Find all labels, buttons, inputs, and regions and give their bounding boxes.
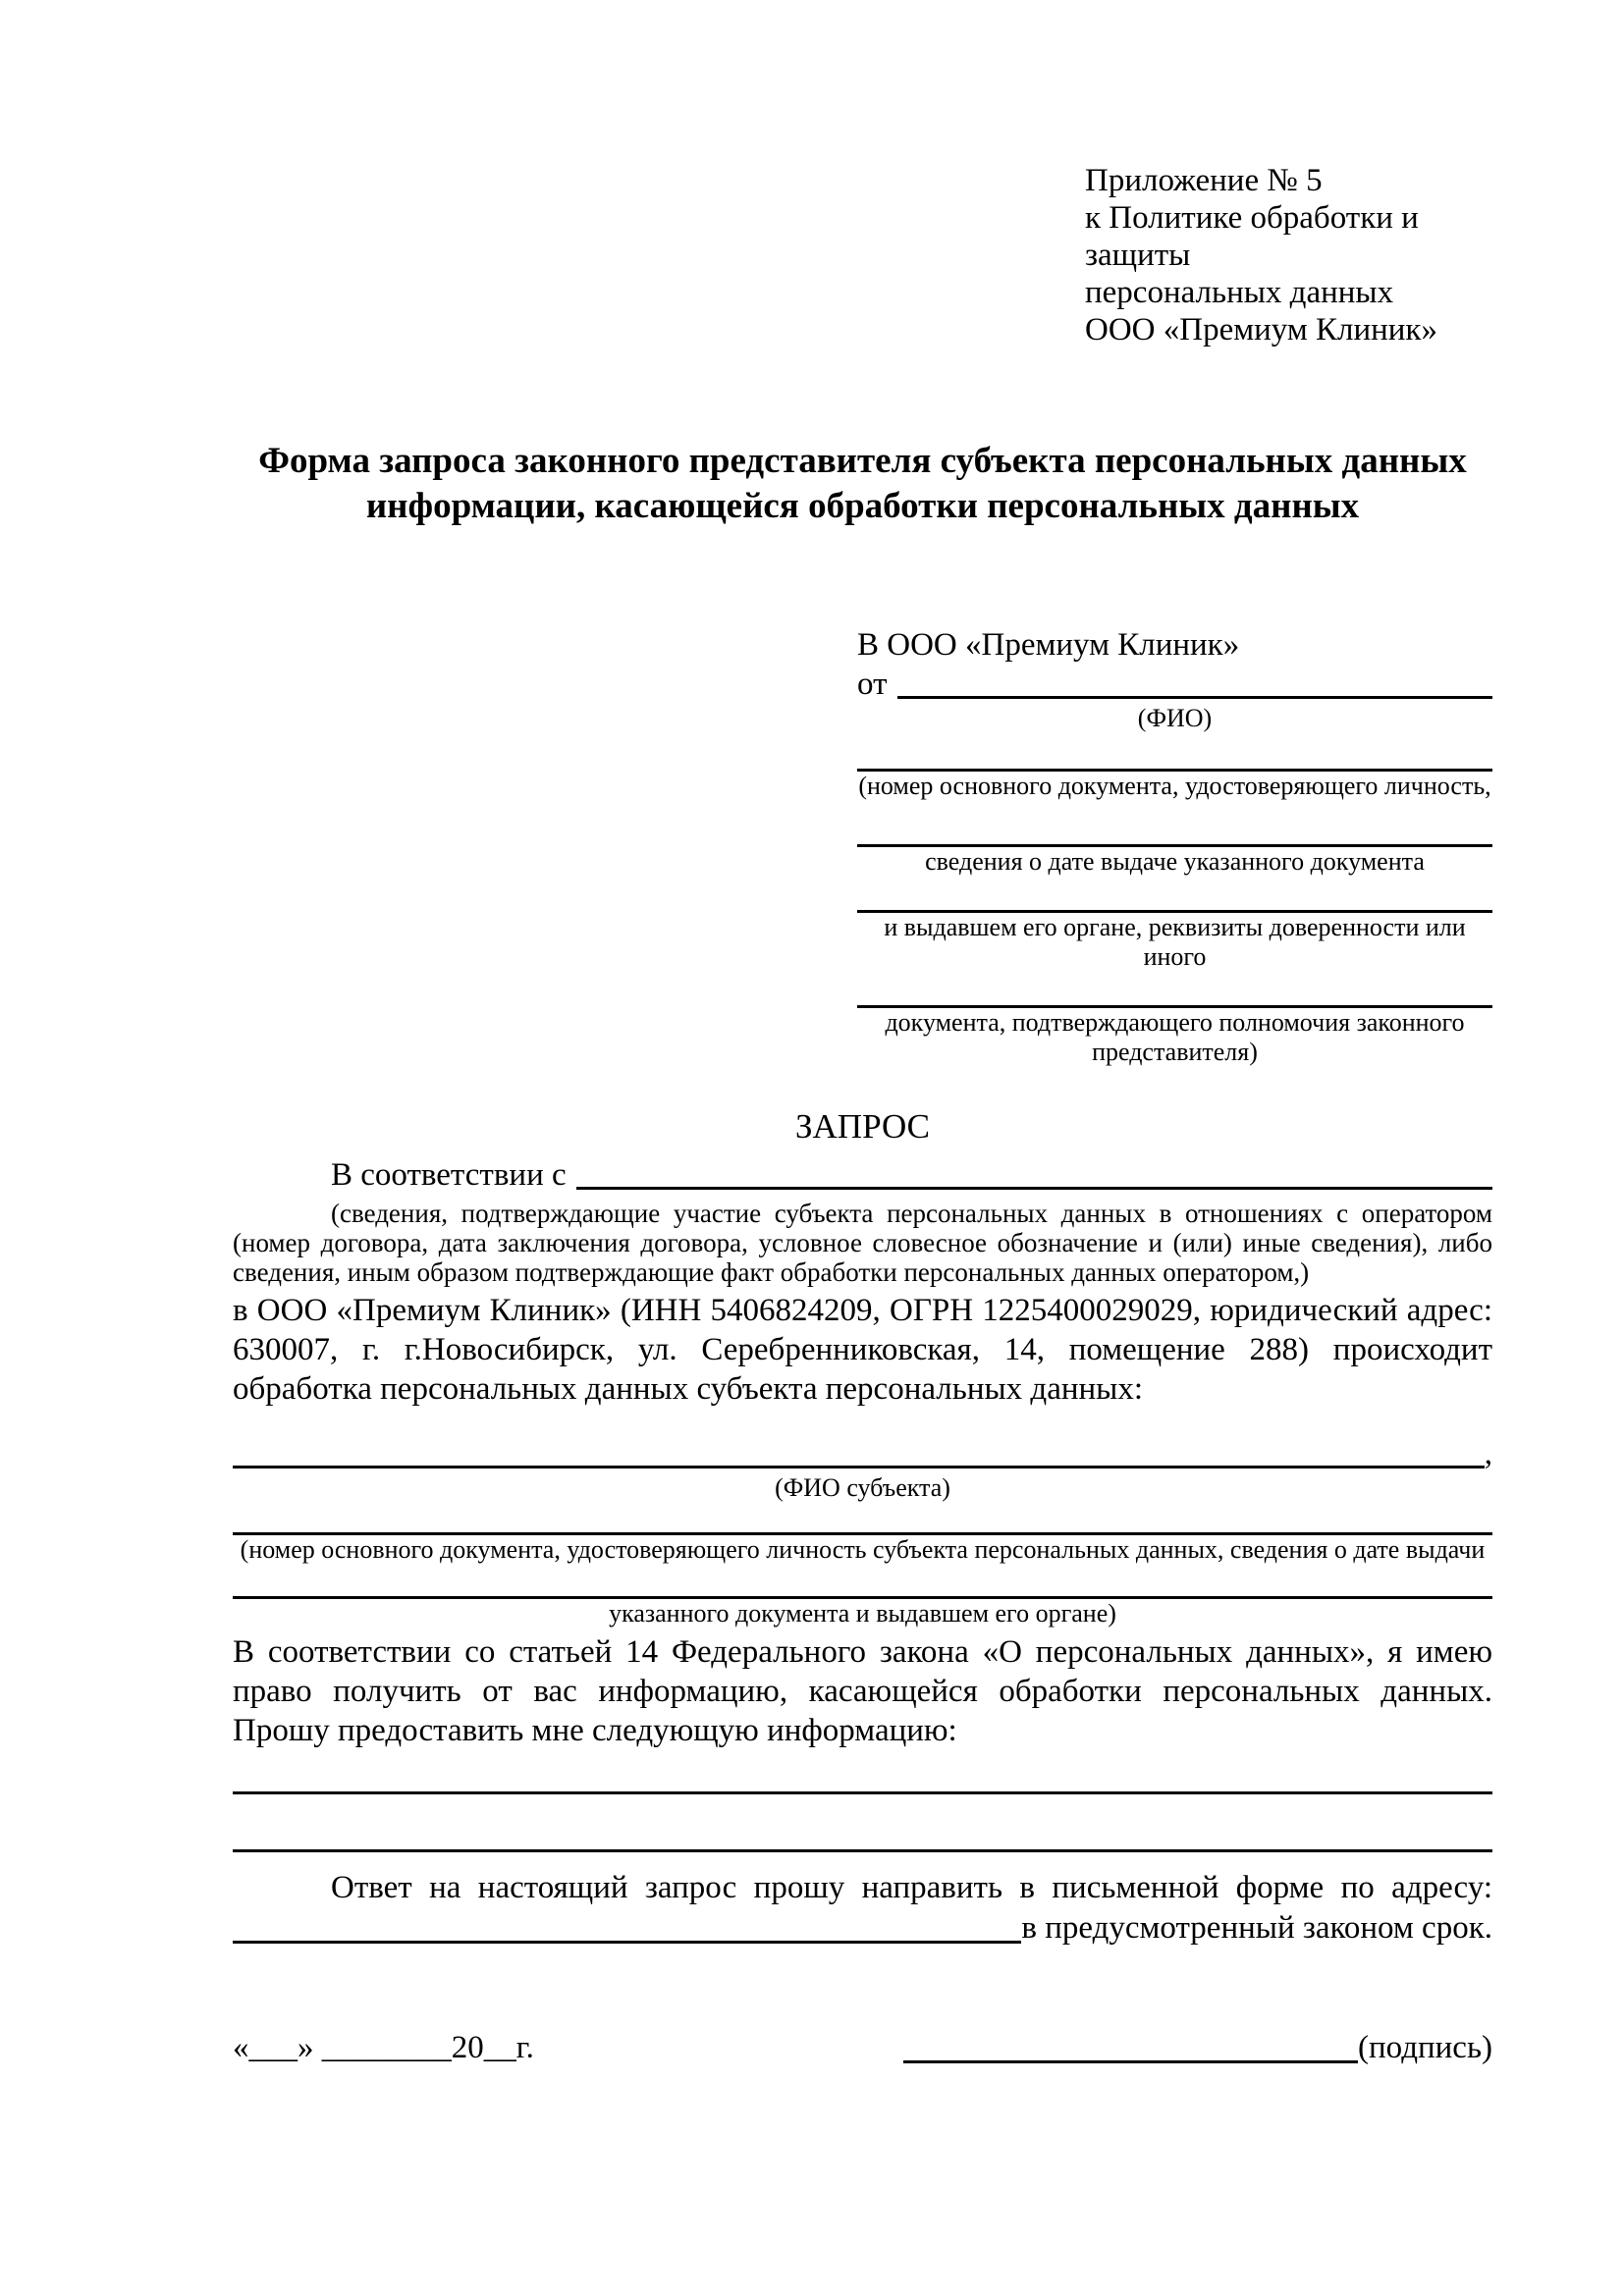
from-label: от bbox=[857, 667, 888, 702]
reply-paragraph: Ответ на настоящий запрос прошу направить в письменной форме по адресу: bbox=[331, 1870, 1492, 1905]
appendix-line-1: Приложение № 5 bbox=[1085, 163, 1323, 198]
title-line-2: информации, касающейся обработки персональных данных bbox=[365, 486, 1360, 526]
subject-doc-input-line-2[interactable] bbox=[233, 1565, 1492, 1599]
request-heading: ЗАПРОС bbox=[794, 1107, 931, 1146]
addressee-org: В ООО «Премиум Клиник» bbox=[857, 627, 1240, 663]
basis-label: В соответствии с bbox=[331, 1157, 567, 1193]
footer-row bbox=[233, 2027, 1492, 2068]
appendix-line-2: к Политике обработки и защиты bbox=[1085, 200, 1419, 273]
basis-caption: (сведения, подтверждающие участие субъекта персональных данных в отношениях с оператором (номер договора, дата заключения договора, условное словесное обозначение и (или) иные сведения), либо сведения, иным образом подтверждающие факт обработки персональных данных оператором,) bbox=[233, 1199, 1492, 1287]
representative-doc-input-line-2[interactable] bbox=[857, 809, 1492, 847]
document-title bbox=[233, 439, 1492, 529]
appendix-line-3: персональных данных bbox=[1085, 275, 1394, 310]
representative-doc-caption-4: документа, подтверждающего полномочия законного представителя) bbox=[885, 1008, 1465, 1066]
basis-input-line[interactable] bbox=[576, 1155, 1492, 1190]
reply-suffix: в предусмотренный законом срок. bbox=[1021, 1910, 1492, 1946]
representative-fio-input-line[interactable] bbox=[897, 665, 1493, 699]
law-paragraph: В соответствии со статьей 14 Федерального закона «О персональных данных», я имею право получить от вас информацию, касающейся обработки персональных данных. Прошу предоставить мне следующую информацию: bbox=[233, 1634, 1492, 1748]
address-input-line[interactable] bbox=[233, 1907, 1021, 1944]
signature-line[interactable] bbox=[903, 2027, 1358, 2063]
signature-caption: (подпись) bbox=[1358, 2030, 1492, 2065]
addressee-block bbox=[857, 625, 1492, 1067]
reply-address-row bbox=[233, 1907, 1492, 1949]
appendix-line-4: ООО «Премиум Клиник» bbox=[1085, 312, 1437, 347]
subject-fio-caption: (ФИО субъекта) bbox=[775, 1473, 950, 1502]
representative-doc-caption-2: сведения о дате выдаче указанного документа bbox=[925, 847, 1425, 876]
signature-group bbox=[903, 2027, 1492, 2068]
subject-fio-comma: , bbox=[1484, 1436, 1492, 1471]
subject-fio-row bbox=[233, 1434, 1492, 1473]
from-row bbox=[857, 665, 1492, 704]
subject-doc-caption-1: (номер основного документа, удостоверяющего личность субъекта персональных данных, сведения о дате выдачи bbox=[240, 1535, 1486, 1564]
representative-doc-caption-3: и выдавшем его органе, реквизиты доверенности или иного bbox=[884, 913, 1466, 971]
representative-doc-input-line-3[interactable] bbox=[857, 877, 1492, 913]
operator-paragraph: в ООО «Премиум Клиник» (ИНН 5406824209, ОГРН 1225400029029, юридический адрес: 630007, г. г.Новосибирск, ул. Серебренниковская, 14, помещение 288) происходит обработка персональных данных субъекта персональных данных: bbox=[233, 1293, 1492, 1407]
requested-info-input-line-1[interactable] bbox=[233, 1750, 1492, 1794]
subject-fio-input-line[interactable] bbox=[233, 1434, 1485, 1468]
appendix-block bbox=[1085, 162, 1492, 348]
date-field[interactable]: «___» ________20__г. bbox=[233, 2030, 534, 2065]
subject-doc-input-line-1[interactable] bbox=[233, 1503, 1492, 1535]
representative-doc-input-line-1[interactable] bbox=[857, 733, 1492, 772]
subject-doc-caption-2: указанного документа и выдавшем его органе) bbox=[609, 1599, 1116, 1628]
representative-doc-input-line-4[interactable] bbox=[857, 972, 1492, 1008]
basis-row bbox=[233, 1155, 1492, 1195]
requested-info-input-line-2[interactable] bbox=[233, 1794, 1492, 1852]
fio-caption: (ФИО) bbox=[1137, 704, 1213, 732]
title-line-1: Форма запроса законного представителя субъекта персональных данных bbox=[258, 441, 1467, 481]
representative-doc-caption-1: (номер основного документа, удостоверяющего личность, bbox=[858, 772, 1491, 800]
